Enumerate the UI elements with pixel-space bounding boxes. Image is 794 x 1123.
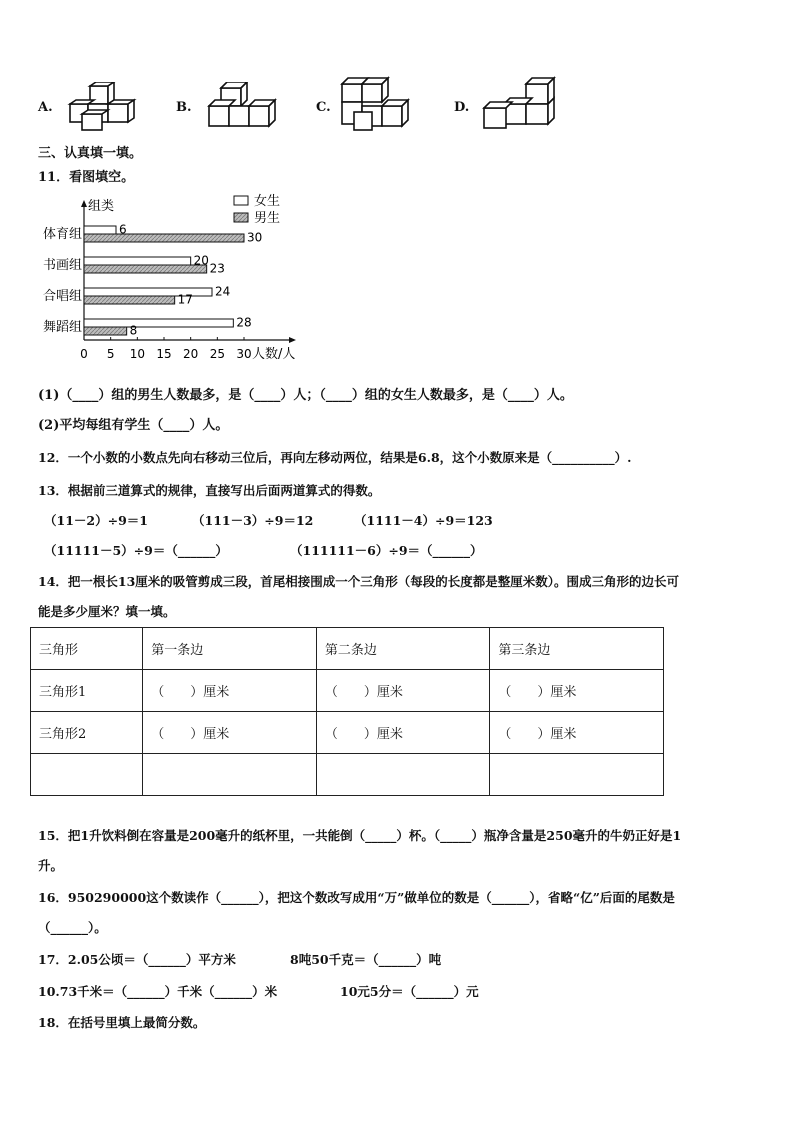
- q11-sub1: (1)（____）组的男生人数最多，是（____）人；（____）组的女生人数最多，是（____）人。: [38, 388, 573, 403]
- table-header-cell: 第三条边: [490, 628, 664, 670]
- q12-text: 12．一个小数的小数点先向右移动三位后，再向左移动两位，结果是6.8，这个小数原来是（__________）.: [38, 450, 632, 465]
- x-tick-label: 10: [129, 347, 145, 361]
- table-cell-blank[interactable]: （ ）厘米: [143, 670, 317, 712]
- table-cell: 三角形1: [31, 670, 143, 712]
- q14-line2: 能是多少厘米？填一填。: [38, 604, 176, 619]
- q13-eq1: （11－2）÷9＝1: [44, 513, 148, 528]
- x-tick-label: 25: [209, 347, 225, 361]
- q18-text: 18．在括号里填上最简分数。: [38, 1015, 206, 1030]
- table-cell-blank[interactable]: （ ）厘米: [490, 670, 664, 712]
- q15-line1: 15．把1升饮料倒在容量是200毫升的纸杯里，一共能倒（_____）杯。（_____）瓶净含量是250毫升的牛奶正好是1: [38, 828, 682, 843]
- option-a-cubes: [66, 82, 138, 134]
- table-header-row: [31, 628, 664, 670]
- category-label: 体育组: [42, 227, 82, 242]
- q16-line2: （______）。: [38, 920, 107, 935]
- x-tick-label: 30: [236, 347, 252, 361]
- q13-eq4: （11111－5）÷9＝（______）: [44, 543, 228, 558]
- q17-a: 17．2.05公顷＝（______）平方米: [38, 952, 236, 967]
- legend-girls-label: 女生: [254, 194, 281, 209]
- legend-boys-label: 男生: [254, 211, 281, 226]
- x-tick-label: 0: [80, 347, 88, 361]
- table-row: [31, 712, 664, 754]
- q11-sub2: (2)平均每组有学生（____）人。: [38, 418, 229, 433]
- option-d-label: D.: [454, 100, 470, 115]
- table-cell-blank[interactable]: （ ）厘米: [316, 712, 490, 754]
- y-axis-label: 组类: [88, 199, 115, 214]
- option-c-cubes: [338, 76, 416, 134]
- q17-b: 8吨50千克＝（______）吨: [290, 952, 442, 967]
- bar-girls: [84, 226, 116, 234]
- option-d-cubes: [480, 76, 560, 134]
- x-tick-label: 15: [156, 347, 172, 361]
- q13-eq5: （111111－6）÷9＝（______）: [290, 543, 483, 558]
- bar-boys-value: 30: [247, 230, 263, 245]
- bar-boys-value: 17: [177, 292, 193, 307]
- table-cell-blank[interactable]: （ ）厘米: [490, 712, 664, 754]
- table-header-cell: 三角形: [31, 628, 143, 670]
- table-row: [31, 670, 664, 712]
- legend-boys-swatch: [234, 213, 248, 222]
- bar-girls: [84, 257, 191, 265]
- table-cell-empty[interactable]: [143, 754, 317, 796]
- legend-girls-swatch: [234, 196, 248, 205]
- x-tick-label: 5: [106, 347, 115, 361]
- q14-line1: 14．把一根长13厘米的吸管剪成三段，首尾相接围成一个三角形（每段的长度都是整厘米数）。围成三角形的边长可: [38, 574, 680, 589]
- y-axis-arrow: [81, 200, 87, 207]
- table-cell-empty[interactable]: [316, 754, 490, 796]
- bar-boys: [84, 265, 207, 273]
- x-axis-arrow: [289, 337, 296, 343]
- table-row: [31, 754, 664, 796]
- table-header-cell: 第一条边: [143, 628, 317, 670]
- bar-girls-value: 20: [193, 253, 209, 268]
- bar-boys-value: 23: [209, 261, 225, 276]
- option-b-label: B.: [176, 100, 192, 115]
- bar-boys: [84, 234, 244, 242]
- q13-title: 13．根据前三道算式的规律，直接写出后面两道算式的得数。: [38, 483, 381, 498]
- bar-girls-value: 6: [119, 222, 127, 237]
- table-cell-empty[interactable]: [490, 754, 664, 796]
- bar-girls-value: 28: [236, 315, 252, 330]
- table-cell: 三角形2: [31, 712, 143, 754]
- q11-bar-chart: [30, 190, 320, 380]
- bar-boys: [84, 296, 175, 304]
- q15-line2: 升。: [38, 858, 64, 873]
- q16-line1: 16．950290000这个数读作（______），把这个数改写成用“万”做单位的数是（______），省略“亿”后面的尾数是: [38, 890, 675, 905]
- bar-boys-value: 8: [129, 323, 138, 338]
- option-a-label: A.: [38, 100, 53, 115]
- bar-boys: [84, 327, 127, 335]
- q13-eq3: （1111－4）÷9＝123: [354, 513, 493, 528]
- bar-girls: [84, 319, 233, 327]
- table-cell-empty[interactable]: [31, 754, 143, 796]
- x-tick-label: 20: [183, 347, 199, 361]
- category-label: 舞蹈组: [42, 320, 82, 335]
- q17-c: 10.73千米＝（______）千米（______）米: [38, 984, 278, 999]
- section-3-heading: 三、认真填一填。: [38, 146, 143, 161]
- q11-title: 11．看图填空。: [38, 170, 135, 185]
- x-axis-label: 人数/人: [252, 347, 296, 362]
- table-cell-blank[interactable]: （ ）厘米: [143, 712, 317, 754]
- q17-d: 10元5分＝（______）元: [340, 984, 479, 999]
- category-label: 合唱组: [42, 289, 82, 304]
- q14-table: [30, 627, 664, 796]
- option-b-cubes: [205, 82, 281, 134]
- table-cell-blank[interactable]: （ ）厘米: [316, 670, 490, 712]
- q13-eq2: （111－3）÷9＝12: [192, 513, 314, 528]
- table-header-cell: 第二条边: [316, 628, 490, 670]
- option-c-label: C.: [316, 100, 331, 115]
- bar-girls-value: 24: [215, 284, 231, 299]
- category-label: 书画组: [42, 258, 82, 273]
